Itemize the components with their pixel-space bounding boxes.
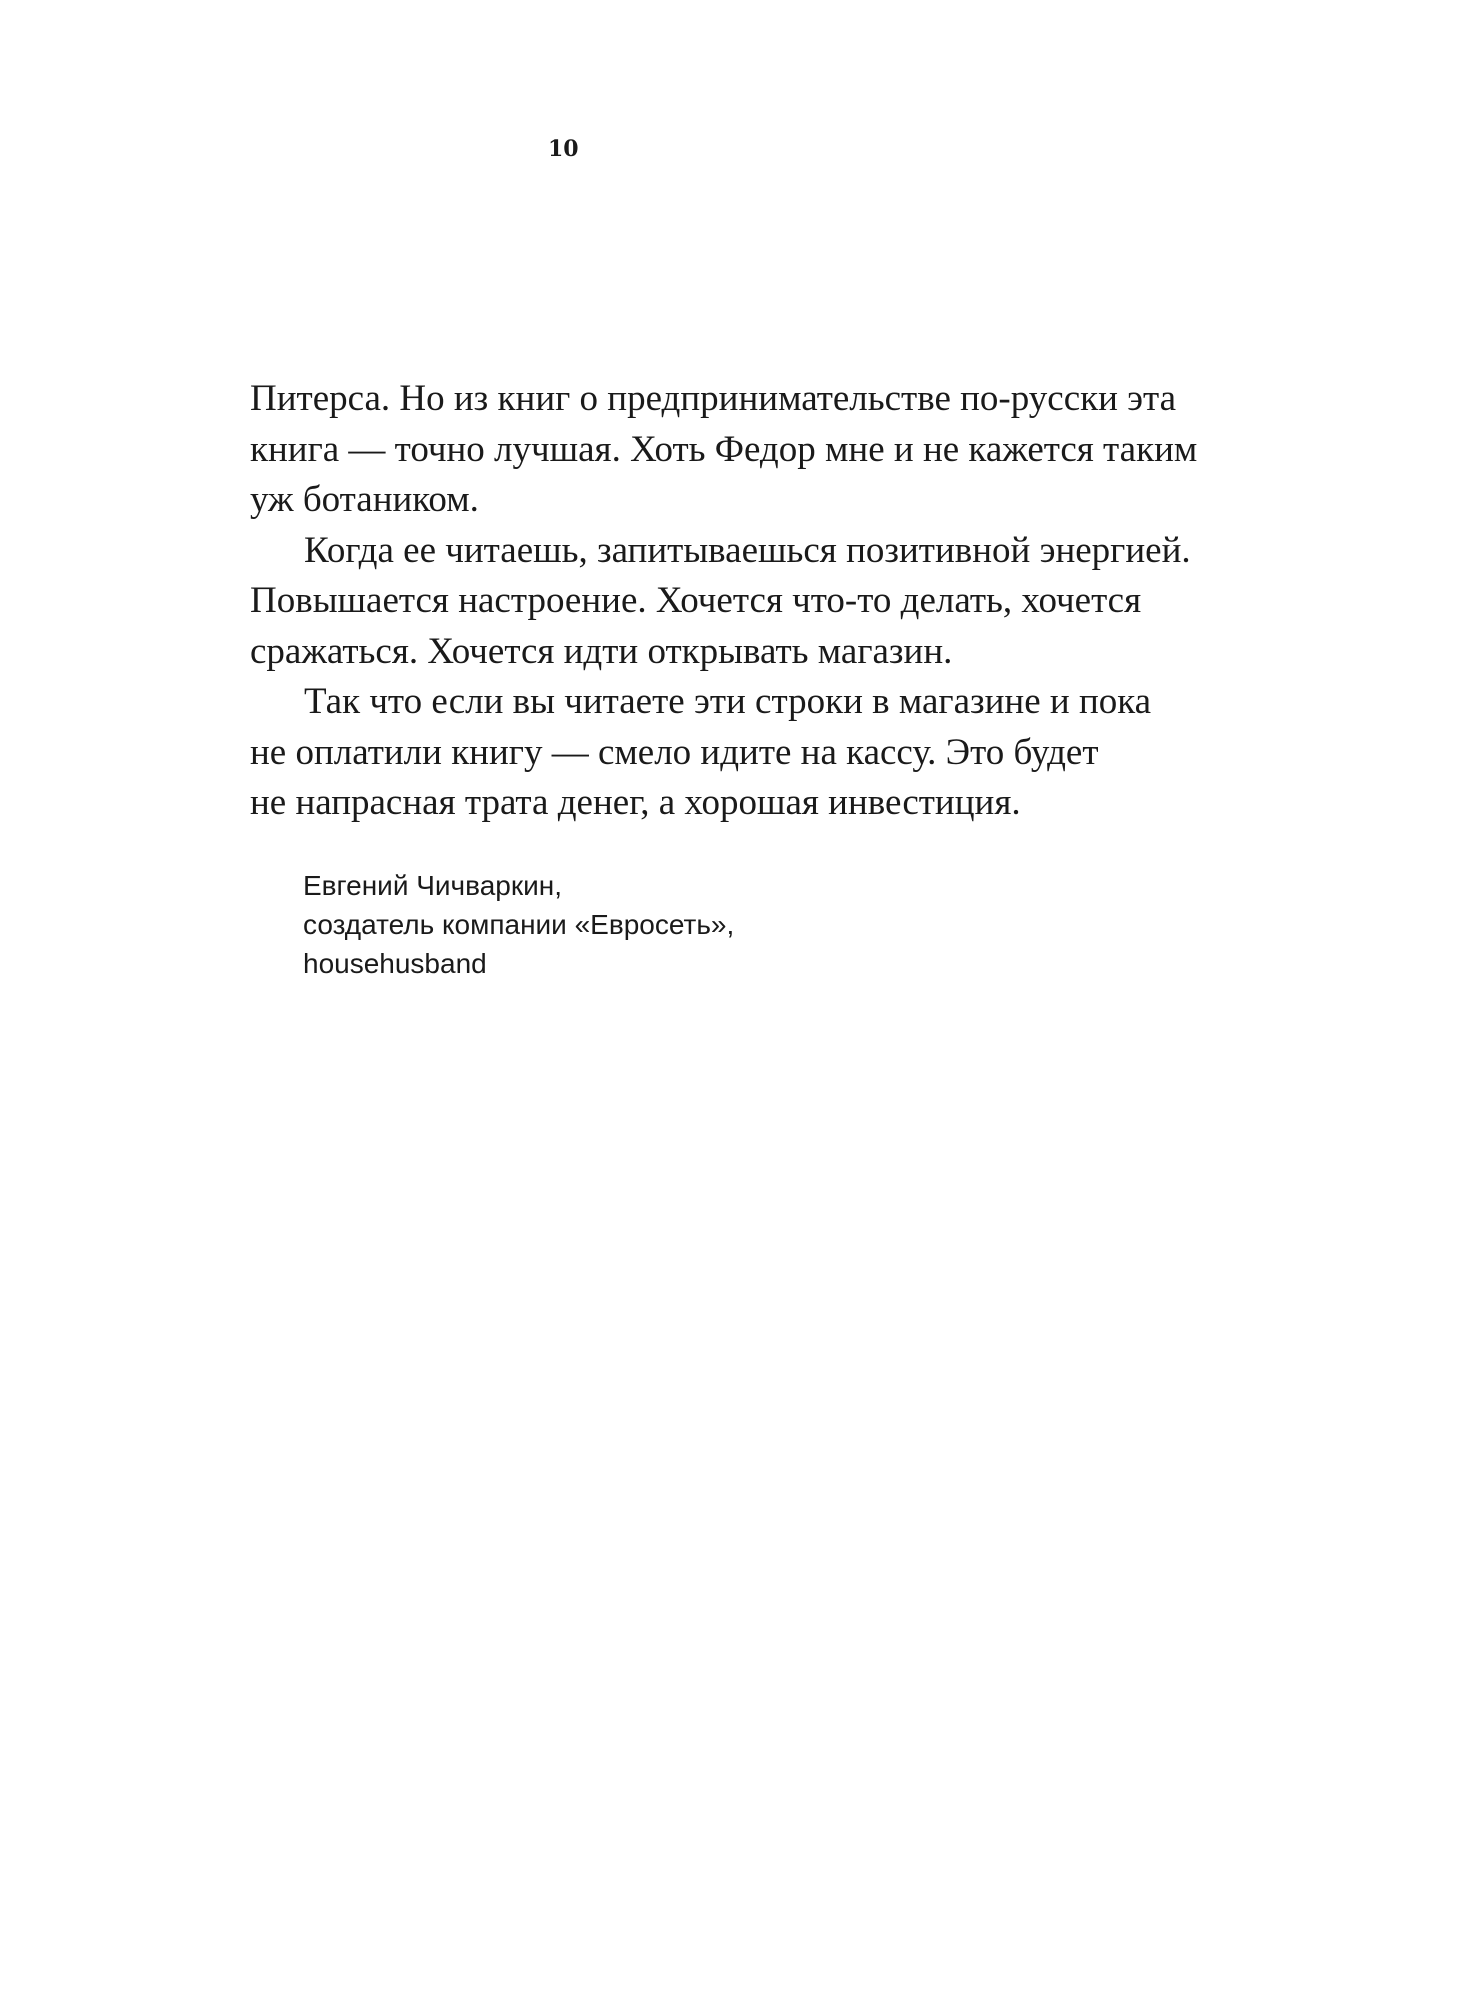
- signature-title: создатель компании «Евросеть»,: [303, 909, 735, 940]
- page-number: 10: [548, 136, 579, 162]
- text-line: книга — точно лучшая. Хоть Федор мне и не кажется таким: [250, 428, 1198, 470]
- signature-block: [303, 866, 734, 983]
- text-line: не напрасная трата денег, а хорошая инвестиция.: [250, 782, 1021, 823]
- paragraph-start-line: Так что если вы читаете эти строки в магазине и пока: [304, 681, 1152, 722]
- text-line: не оплатили книгу — смело идите на кассу. Это будет: [250, 731, 1099, 773]
- body-text: [250, 374, 1350, 829]
- paragraph-start-line: Когда ее читаешь, запитываешься позитивной энергией.: [304, 529, 1191, 571]
- text-line: Питерса. Но из книг о предпринимательстве по-русски эта: [250, 378, 1177, 419]
- text-line: сражаться. Хочется идти открывать магазин.: [250, 630, 953, 672]
- text-line: уж ботаником.: [250, 479, 479, 520]
- text-line: Повышается настроение. Хочется что-то делать, хочется: [250, 580, 1142, 621]
- signature-role: househusband: [303, 948, 487, 979]
- signature-name: Евгений Чичваркин,: [303, 870, 562, 901]
